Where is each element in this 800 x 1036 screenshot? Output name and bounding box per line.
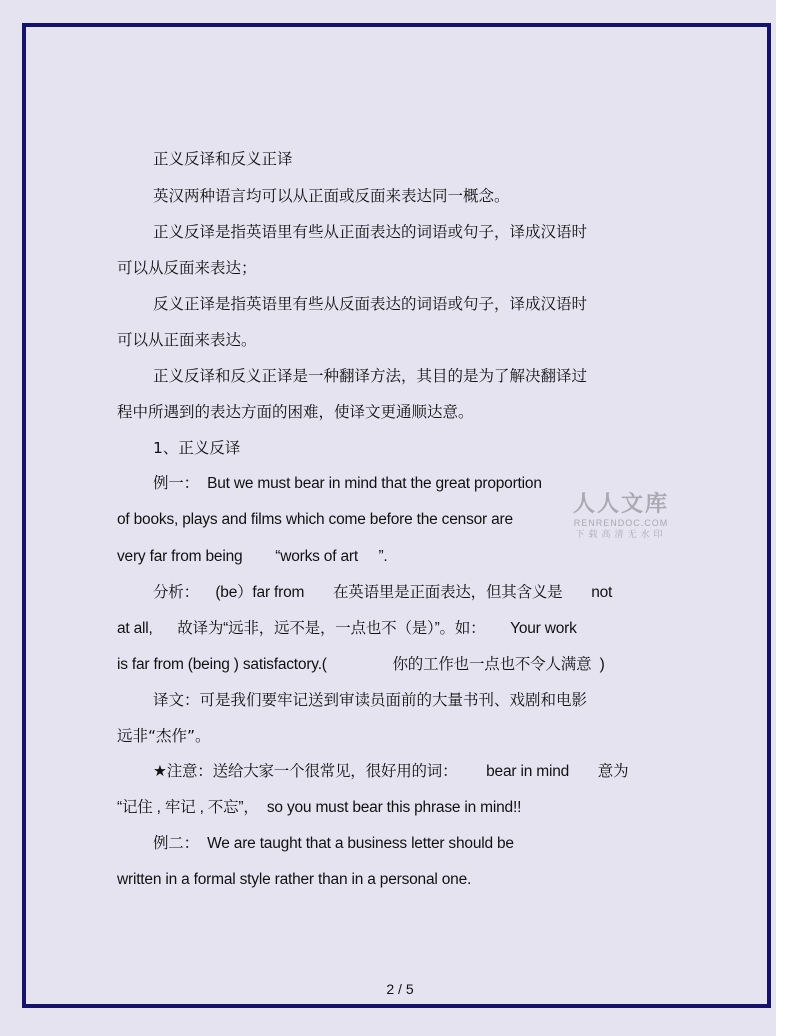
section-heading: 1、正义反译 [153,439,241,457]
paragraph-line: 可以从正面来表达。 [117,331,257,349]
example-line: 例二： We are taught that a business letter should be [153,835,514,852]
note-line: “记住 , 牢记 , 不忘”， so you must bear this phrase in mind!! [117,799,522,816]
watermark-slogan: 下载高清无水印 [575,530,667,540]
analysis-line: is far from (being ) satisfactory.( 你的工作也一点也不令人满意 ) [117,656,605,673]
page-number: 2 / 5 [386,981,414,997]
note-line: ★注意：送给大家一个很常见，很好用的词： bear in mind 意为 [153,763,629,780]
translation-line: 远非“杰作”。 [117,727,211,745]
paragraph-line: 正义反译和反义正译是一种翻译方法，其目的是为了解决翻译过 [153,367,588,385]
heading-line: 正义反译和反义正译 [153,150,293,168]
translation-line: 译文：可是我们要牢记送到审读员面前的大量书刊、戏剧和电影 [153,691,588,709]
paragraph-line: 英汉两种语言均可以从正面或反面来表达同一概念。 [153,187,510,205]
example-line: written in a formal style rather than in a personal one. [117,871,472,888]
paragraph-line: 正义反译是指英语里有些从正面表达的词语或句子，译成汉语时 [153,223,588,241]
example-line: very far from being “works of art ”. [117,548,388,565]
paragraph-line: 反义正译是指英语里有些从反面表达的词语或句子，译成汉语时 [153,295,588,313]
paragraph-line: 程中所遇到的表达方面的困难，使译文更通顺达意。 [117,403,474,421]
watermark-title: 人人文库 [572,492,669,517]
paragraph-line: 可以从反面来表达； [117,259,257,277]
watermark-logo [568,492,674,541]
analysis-line: 分析： (be）far from 在英语里是正面表达，但其含义是 not [153,584,613,601]
analysis-line: at all, 故译为“远非，远不是，一点也不（是）”。如： Your work [117,620,577,637]
example-line: 例一： But we must bear in mind that the great proportion [153,475,542,492]
watermark-domain: RENRENDOC.COM [573,518,669,528]
example-line: of books, plays and films which come before the censor are [117,511,513,528]
